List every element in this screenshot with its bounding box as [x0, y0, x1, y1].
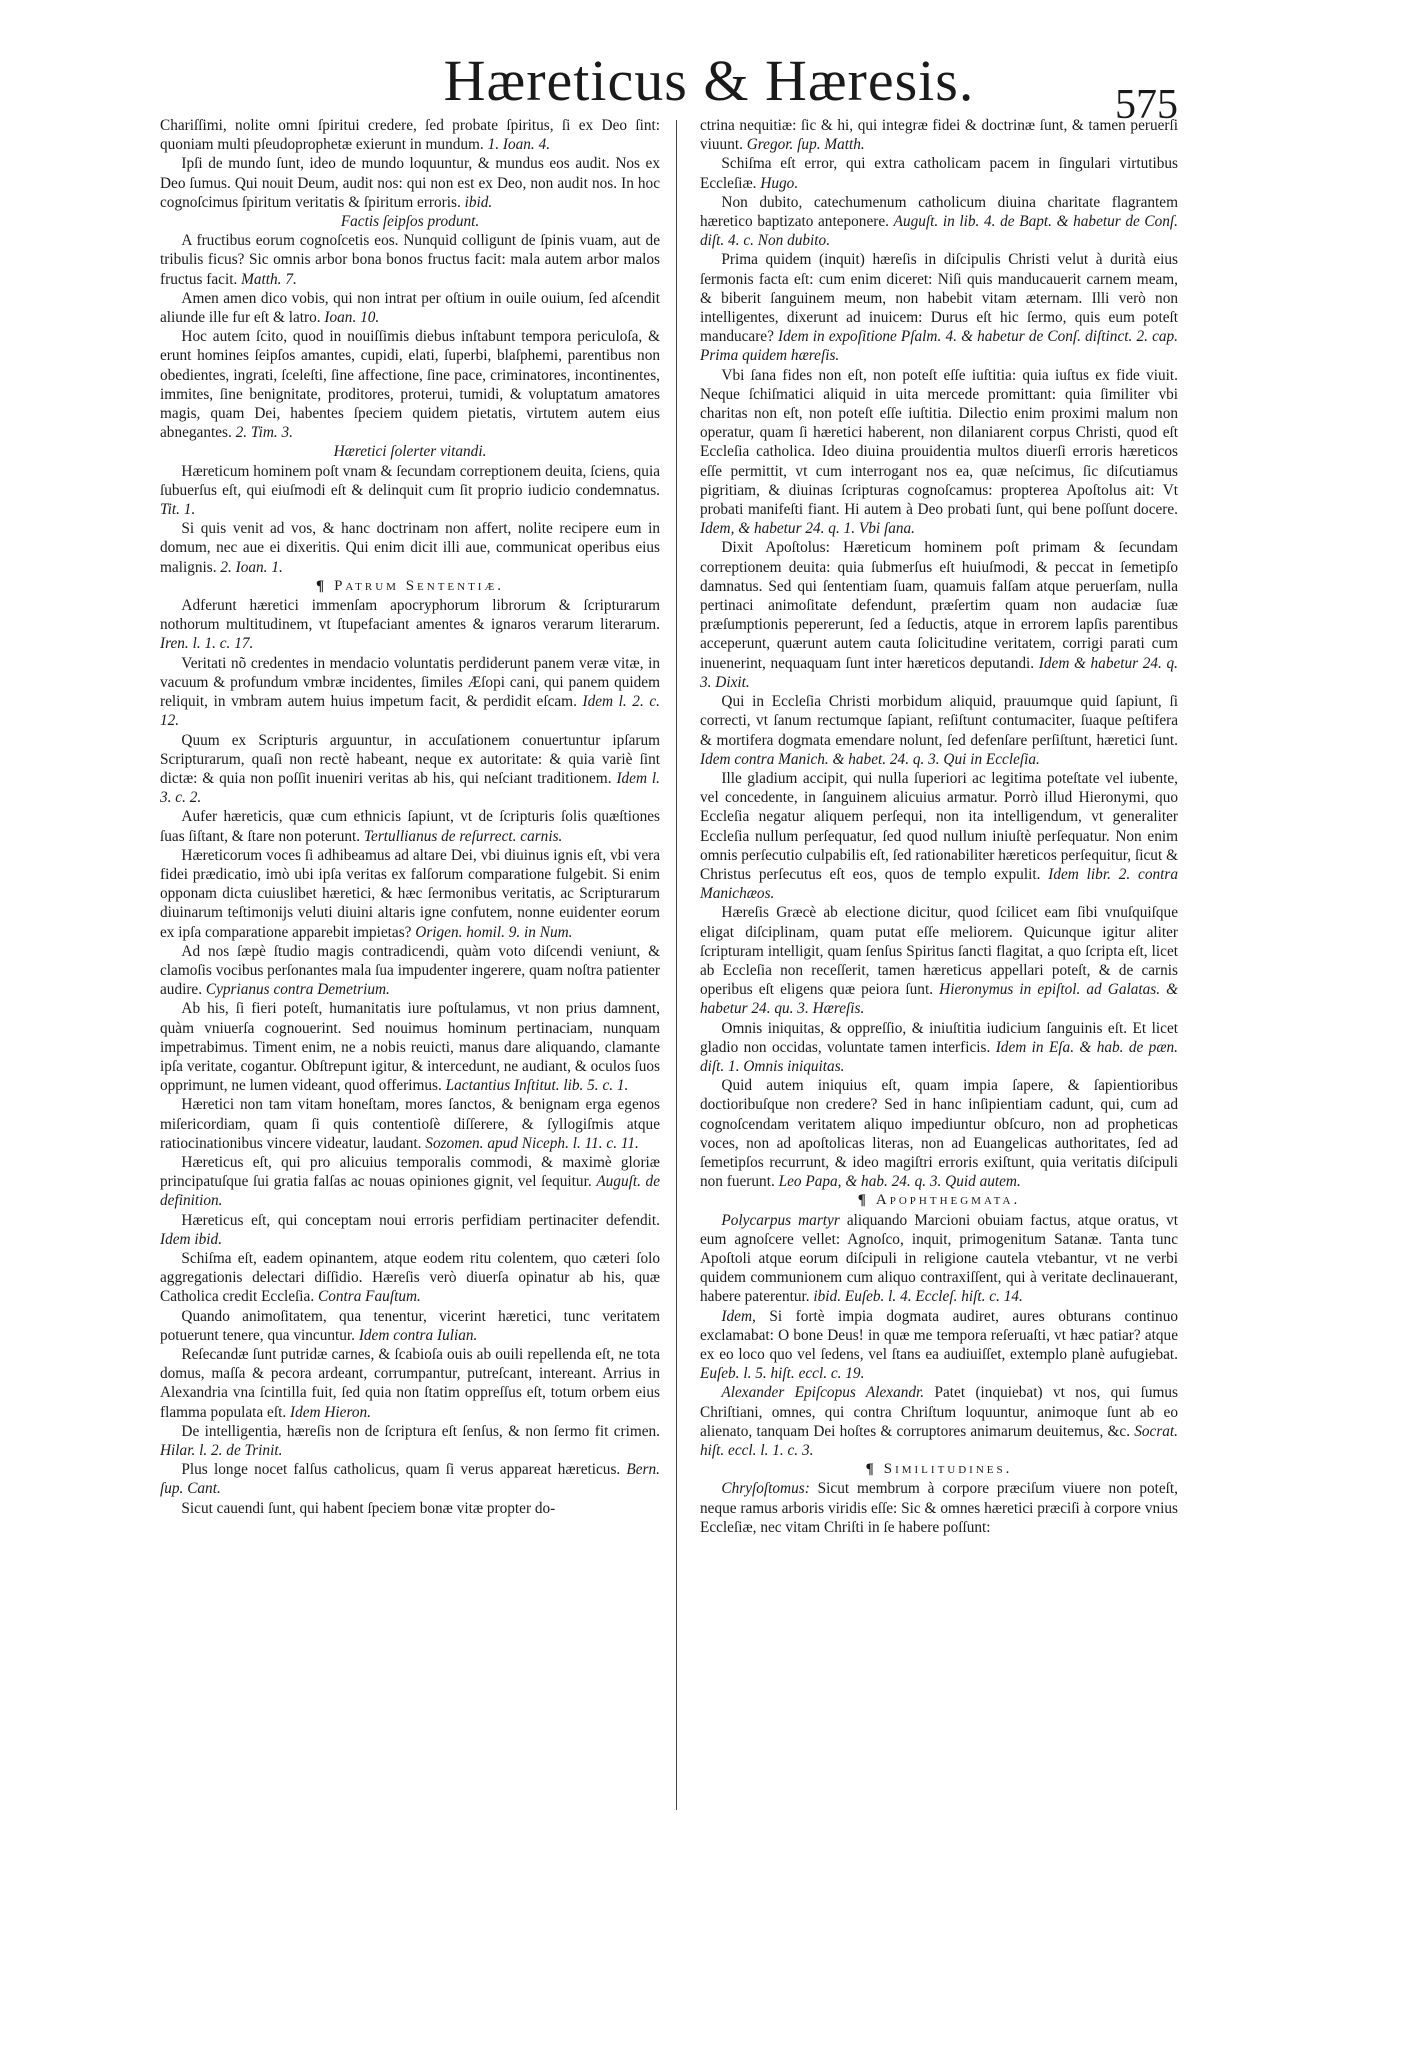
paragraph: Amen amen dico vobis, qui non intrat per oſtium in ouile ouium, ſed aſcendit aliunde ille fur eſt & latro. Ioan. 10. [160, 289, 660, 327]
subheading: Factis ſeipſos produnt. [340, 213, 480, 231]
paragraph: Hæreſis Græcè ab electione dicitur, quod ſcilicet eam ſibi vnuſquiſque eligat diſciplinam, quam putat eſſe meliorem. Quicunque igitur aliter ſcripturam intelligit, quam ſenſus Spiritus ſancti flagitat, a quo ſcripta eſt, licet ab Eccleſia non receſſerit, tamen hæreticus appellari poteſt, & de carnis operibus eſt eligens quæ peiora ſunt. Hieronymus in epiſtol. ad Galatas. & habetur 24. qu. 3. Hæreſis. [700, 904, 1179, 1018]
paragraph: Ab his, ſi fieri poteſt, humanitatis iure poſtulamus, vt non prius damnent, quàm vniuerſa cognouerint. Sed nouimus hominum pertinaciam, nunquam impetrabimus. Timent enim, ne a nobis reuicti, manus dare aliquando, clamante ipſa veritate, cogantur. Obſtrepunt igitur, & intercedunt, ne audiant, & oculos ſuos opprimunt, ne lumen videant, quod offerimus. Lactantius Inſtitut. lib. 5. c. 1. [160, 1000, 660, 1095]
subheading: Hæretici ſolerter vitandi. [333, 443, 487, 461]
paragraph: Quando animoſitatem, qua tenentur, vicerint hæretici, tunc veritatem potuerunt tenere, qua vincuntur. Idem contra Iulian. [160, 1307, 660, 1344]
paragraph: Schiſma eſt, eadem opinantem, atque eodem ritu colentem, quo cæteri ſolo aggregationis delectari diſſidio. Hæreſis verò diuerſa opinatur ab his, quæ Catholica credit Eccleſia. Contra Fauſtum. [160, 1249, 660, 1306]
paragraph: Non dubito, catechumenum catholicum diuina charitate flagrantem hæretico baptizato anteponere. Auguſt. in lib. 4. de Bapt. & habetur de Conſ. diſt. 4. c. Non dubito. [700, 193, 1179, 250]
left-column [160, 116, 660, 1518]
paragraph: Hæreticus eſt, qui pro alicuius temporalis commodi, & maximè gloriæ principatuſque ſui gratia falſas ac nouas opiniones gignit, vel ſequitur. Auguſt. de definition. [160, 1153, 660, 1210]
paragraph: Hoc autem ſcito, quod in nouiſſimis diebus inſtabunt tempora periculoſa, & erunt homines ſeipſos amantes, cupidi, elati, ſuperbi, blaſphemi, parentibus non obedientes, ingrati, ſceleſti, ſine affectione, ſine pace, criminatores, incontinentes, immites, ſine benignitate, proditores, proterui, tumidi, & voluptatum amatores magis, quam Dei, habentes ſpeciem quidem pietatis, virtutem autem eius abnegantes. 2. Tim. 3. [160, 328, 660, 442]
right-column [700, 116, 1178, 1537]
paragraph: A fructibus eorum cognoſcetis eos. Nunquid colligunt de ſpinis vuam, aut de tribulis ficus? Sic omnis arbor bona bonos fructus facit: mala autem arbor malos fructus facit. Matth. 7. [160, 232, 660, 288]
paragraph: Ille gladium accipit, qui nulla ſuperiori ac legitima poteſtate vel iubente, vel concedente, in ſanguinem alicuius armatur. Porrò illud Hieronymi, quo Eccleſia negatur aliquem perſequi, non ita intelligendum, vt generaliter Eccleſia nullum perſequatur, ſed quod nullum iniuſtè perſequatur. Non enim omnis perſecutio culpabilis eſt, ſed rationabiliter hæreticos perſequitur, ſicut & Christus perſecutus eſt eos, quos de templo expulit. Idem libr. 2. contra Manichæos. [700, 769, 1178, 903]
paragraph: Hæreticum hominem poſt vnam & ſecundam correptionem deuita, ſciens, quia ſubuerſus eſt, qui eiuſmodi eſt & delinquit cum ſit proprio iudicio condemnatus. Tit. 1. [160, 462, 660, 519]
paragraph: Quid autem iniquius eſt, quam impia ſapere, & ſapientioribus doctioribuſque non credere? Sed in hanc inſipientiam cadunt, qui, cum ad cognoſcendam veritatem aliquo impediuntur obſcuro, non ad propheticas voces, non ad apoſtolicas literas, non ad Euangelicas authoritates, ſed ad ſemetipſos recurrunt, & ideo magiſtri erroris exiſtunt, quia veritatis diſcipuli non fuerunt. Leo Papa, & hab. 24. q. 3. Quid autem. [700, 1077, 1178, 1191]
paragraph: Schiſma eſt error, qui extra catholicam pacem in ſingulari virtutibus Eccleſiæ. Hugo. [700, 155, 1178, 192]
paragraph: Si quis venit ad vos, & hanc doctrinam non affert, nolite recipere eum in domum, nec aue ei dixeritis. Qui enim dicit illi aue, communicat operibus eius malignis. 2. Ioan. 1. [160, 520, 660, 576]
pilcrow-icon: ¶ [315, 577, 325, 594]
paragraph: Idem, Si fortè impia dogmata audiret, aures obturans continuo exclamabat: O bone Deus! in quæ me tempora reſeruaſti, vt hæc patiar? atque ex eo loco quo vel ſedens, vel ſtans ea audiuiſſet, extemplo planè aufugiebat. Euſeb. l. 5. hiſt. eccl. c. 19. [700, 1307, 1178, 1383]
running-title: Hæreticus & Hæresis. [443, 48, 975, 113]
paragraph: Polycarpus martyr aliquando Marcioni obuiam factus, atque oratus, vt eum agnoſcere vellet: Agnoſco, inquit, primogenitum Satanæ. Tanta tunc Apoſtoli atque eorum diſcipuli in religione cautela vtebantur, vt ne verbi quidem communionem cum aliquo contraxiſſent, qui à veritate declinauerant, habere paterentur. ibid. Euſeb. l. 4. Eccleſ. hiſt. c. 14. [700, 1211, 1179, 1306]
paragraph: Dixit Apoſtolus: Hæreticum hominem poſt primam & ſecundam correptionem deuita: quia ſubmerſus eſt huiuſmodi, & peccat in ſemetipſo damnatus. Sed qui ſententiam ſuam, quamuis falſam atque peruerſam, nulla pertinaci animoſitate defendunt, præſertim quam non audaciæ ſuæ præſumptionis pepererunt, ſed a ſeductis, atque in errorem lapſis parentibus acceperunt, quærunt autem cauta ſolicitudine veritatem, corrigi parati cum inuenerint, nequaquam ſunt inter hæreticos deputandi. Idem & habetur 24. q. 3. Dixit. [700, 539, 1178, 691]
paragraph: Chariſſimi, nolite omni ſpiritui credere, ſed probate ſpiritus, ſi ex Deo ſint: quoniam multi pſeudoprophetæ exierunt in mundum. 1. Ioan. 4. [160, 117, 660, 154]
paragraph: Alexander Epiſcopus Alexandr. Patet (inquiebat) vt nos, qui ſumus Chriſtiani, omnes, qui contra Chriſtum loquuntur, animoque ſunt ab eo alienato, tanquam Dei hoſtes & corruptores animarum deuitemus, &c. Socrat. hiſt. eccl. l. 1. c. 3. [700, 1384, 1178, 1460]
paragraph: Hæreticus eſt, qui conceptam noui erroris perfidiam pertinaciter defendit. Idem ibid. [160, 1211, 660, 1248]
paragraph: Quum ex Scripturis arguuntur, in accuſationem conuertuntur ipſarum Scripturarum, quaſi non rectè habeant, neque ex autoritate: & quia variè ſint dictæ: & quia non poſſit inueniri veritas ab his, qui neſciant traditionem. Idem l. 3. c. 2. [160, 731, 660, 807]
paragraph: Ad nos ſæpè ſtudio magis contradicendi, quàm voto diſcendi veniunt, & clamoſis vocibus perſonantes mala ſua impudenter ingerere, quam noſtra patienter audire. Cyprianus contra Demetrium. [160, 942, 660, 999]
paragraph: Ipſi de mundo ſunt, ideo de mundo loquuntur, & mundus eos audit. Nos ex Deo ſumus. Qui nouit Deum, audit nos: qui non est ex Deo, non audit nos. In hoc cognoſcimus ſpiritum veritatis & ſpiritum erroris. ibid. [160, 155, 660, 211]
paragraph: De intelligentia, hæreſis non de ſcriptura eſt ſenſus, & non ſermo fit crimen. Hilar. l. 2. de Trinit. [160, 1422, 660, 1460]
column-rule [676, 120, 677, 1810]
paragraph: Omnis iniquitas, & oppreſſio, & iniuſtitia iudicium ſanguinis eſt. Et licet gladio non occidas, voluntate tamen interficis. Idem in Eſa. & hab. de pæn. diſt. 1. Omnis iniquitas. [700, 1019, 1178, 1075]
pilcrow-icon: ¶ [857, 1192, 866, 1209]
paragraph: Sicut cauendi ſunt, qui habent ſpeciem bonæ vitæ propter do- [181, 1499, 556, 1517]
page-number: 575 [1115, 82, 1178, 128]
paragraph: Hæretici non tam vitam honeſtam, mores ſanctos, & benignam erga egenos miſericordiam, quam ſi quis contentioſè diſſerere, & ſyllogiſmis atque ratiocinationibus vincere videatur, laudant. Sozomen. apud Niceph. l. 11. c. 11. [160, 1096, 660, 1152]
paragraph: Veritati nõ credentes in mendacio voluntatis perdiderunt panem veræ vitæ, in vacuum & profundum vmbræ incidentes, ſimiles Æſopi cani, qui panem quidem reliquit, in vmbram autem huius impetum facit, & perdidit eſcam. Idem l. 2. c. 12. [160, 654, 660, 730]
paragraph: ctrina nequitiæ: ſic & hi, qui integræ fidei & doctrinæ ſunt, & tamen peruerſi viuunt. Gregor. ſup. Matth. [700, 117, 1178, 154]
paragraph: Plus longe nocet falſus catholicus, quam ſi verus appareat hæreticus. Bern. ſup. Cant. [160, 1461, 660, 1498]
paragraph: Adferunt hæretici immenſam apocryphorum librorum & ſcripturarum nothorum multitudinem, vt ſtupefaciant amentes & ignaros verarum literarum. Iren. l. 1. c. 17. [160, 597, 660, 653]
paragraph: Prima quidem (inquit) hæreſis in diſcipulis Christi velut à durità eius ſermonis facta eſt: cum enim diceret: Niſi quis manducauerit carnem meam, & biberit ſanguinem meum, non habebit vitam æternam. Illi verò non intelligentes, dixerunt ad inuicem: Durus eſt hic ſermo, quis eum poteſt manducare? Idem in expoſitione Pſalm. 4. & habetur de Conſ. diſtinct. 2. cap. Prima quidem hæreſis. [700, 251, 1178, 365]
paragraph: Reſecandæ ſunt putridæ carnes, & ſcabioſa ouis ab ouili repellenda eſt, ne tota domus, maſſa & pecora ardeant, corrumpantur, putreſcant, intereant. Arrius in Alexandria vna ſcintilla fuit, ſed quia non ſtatim oppreſſus eſt, totum orbem eius flamma populata eſt. Idem Hieron. [160, 1346, 660, 1421]
paragraph: Qui in Eccleſia Christi morbidum aliquid, prauumque quid ſapiunt, ſi correcti, vt ſanum rectumque ſapiant, reſiſtunt contumaciter, ſuaque peſtifera & mortifera dogmata emendare nolunt, ſed defenſare perſiſtunt, hæretici ſunt. Idem contra Manich. & habet. 24. q. 3. Qui in Eccleſia. [700, 693, 1178, 768]
paragraph: Aufer hæreticis, quæ cum ethnicis ſapiunt, vt de ſcripturis ſolis quæſtiones ſuas ſiſtant, & ſtare non poterunt. Tertullianus de reſurrect. carnis. [160, 808, 660, 845]
section-heading: ¶ Similitudines. [865, 1461, 1013, 1478]
paragraph: Chryſoſtomus: Sicut membrum à corpore præciſum viuere non poteſt, neque ramus arboris viridis eſſe: Sic & omnes hæretici præciſi à corpore vnius Eccleſiæ, nec vitam Chriſti in ſe habere poſſunt: [700, 1480, 1179, 1536]
paragraph: Hæreticorum voces ſi adhibeamus ad altare Dei, vbi diuinus ignis eſt, vbi vera fidei prædicatio, imò ubi ipſa veritas ex falſorum comparatione fulgebit. Si enim opponam dicta cuiuslibet hæretici, & hæc ſermonibus veritatis, ac Scripturarum diuinarum teſtimonijs veluti diuini altaris igne confutem, nonne euidenter eorum ex ipſa comparatione apparebit impietas? Origen. homil. 9. in Num. [160, 846, 660, 941]
section-heading: ¶ Patrum Sententiæ. [315, 577, 504, 594]
pilcrow-icon: ¶ [865, 1461, 874, 1478]
section-heading: ¶ Apophthegmata. [857, 1192, 1021, 1209]
paragraph: Vbi ſana fides non eſt, non poteſt eſſe iuſtitia: quia iuſtus ex fide viuit. Neque ſchiſmatici aliquid in uita mercede promittant: quia ſimiliter vbi charitas non eſt, non poteſt eſſe iuſtitia. Dilectio enim proximi malum non operatur, quam ſi hæretici haberent, non dilaniarent corpus Christi, quod eſt Eccleſia catholica. Ideo diuina prouidentia multos diuerſi erroris hæreticos eſſe permittit, vt cum interrogant nos ea, quæ neſcimus, ſic diſcutiamus pigritiam, & diuinas ſcripturas cognoſcamus: propterea Apoſtolus ait: Vt probati manifeſti fiant. Hi autem à Deo probati ſunt, qui bene poſſunt docere. Idem, & habetur 24. q. 1. Vbi ſana. [700, 366, 1178, 538]
